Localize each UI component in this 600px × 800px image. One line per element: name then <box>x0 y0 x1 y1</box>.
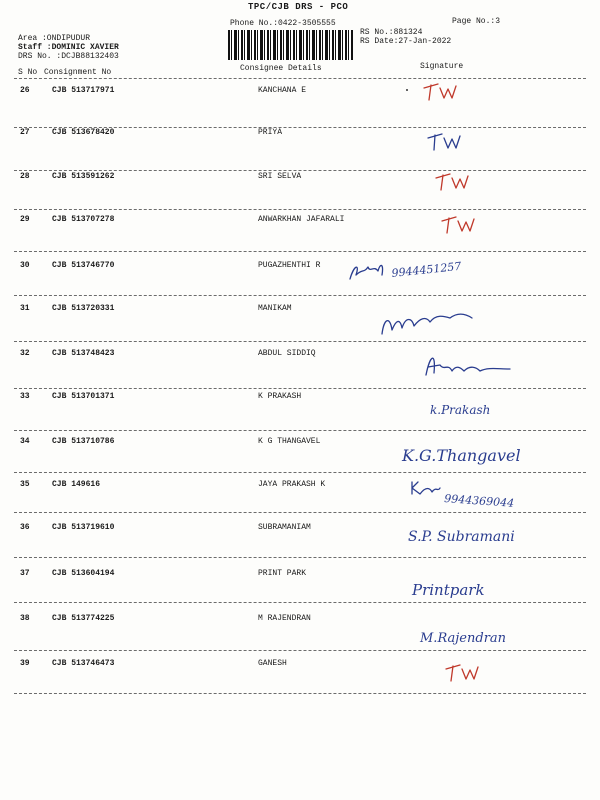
row-consignee: SUBRAMANIAM <box>258 523 311 532</box>
row-consignee: K G THANGAVEL <box>258 437 321 446</box>
signature-mark <box>340 209 590 251</box>
row-sno: 28 <box>20 172 30 181</box>
row-sno: 31 <box>20 304 30 313</box>
row-consignment: CJB 513701371 <box>52 392 115 401</box>
rs-number: RS No.:881324 <box>360 28 423 37</box>
divider <box>14 650 586 651</box>
row-consignee: PRIYA <box>258 128 283 137</box>
row-sno: 29 <box>20 215 30 224</box>
staff-label: Staff :DOMINIC XAVIER <box>18 43 119 52</box>
row-sno: 34 <box>20 437 30 446</box>
column-header-consignment: Consignment No <box>44 68 112 77</box>
signature-mark <box>340 517 590 559</box>
row-consignee: ABDUL SIDDIQ <box>258 349 316 358</box>
signature-mark <box>340 474 590 516</box>
signature-text: Printpark <box>412 581 485 599</box>
divider <box>14 693 586 694</box>
page-number: Page No.:3 <box>452 17 501 26</box>
column-header-sno: S No <box>18 68 38 77</box>
row-sno: 32 <box>20 349 30 358</box>
row-sno: 39 <box>20 659 30 668</box>
row-consignee: K PRAKASH <box>258 392 302 401</box>
divider <box>14 602 586 603</box>
row-consignee: ANWARKHAN JAFARALI <box>258 215 345 224</box>
document-title: TPC/CJB DRS - PCO <box>248 2 349 12</box>
column-header-signature: Signature <box>420 62 464 71</box>
signature-text: M.Rajendran <box>420 631 507 646</box>
row-consignment: CJB 513591262 <box>52 172 115 181</box>
row-consignment: CJB 513748423 <box>52 349 115 358</box>
drs-number: DRS No. :DCJB88132403 <box>18 52 119 61</box>
table-row <box>0 215 600 260</box>
row-consignment: CJB 513717971 <box>52 86 115 95</box>
row-consignee: PRINT PARK <box>258 569 307 578</box>
row-consignment: CJB 149616 <box>52 480 101 489</box>
signature-text: K.G.Thangavel <box>402 446 521 465</box>
row-consignment: CJB 513746770 <box>52 261 115 270</box>
divider <box>14 341 586 342</box>
signature-mark <box>340 122 590 164</box>
row-sno: 26 <box>20 86 30 95</box>
row-consignment: CJB 513710786 <box>52 437 115 446</box>
signature-mark <box>340 386 590 428</box>
row-sno: 27 <box>20 128 30 137</box>
barcode <box>228 30 353 60</box>
signature-phone: 9944369044 <box>443 492 515 510</box>
divider <box>14 472 586 473</box>
row-consignment: CJB 513604194 <box>52 569 115 578</box>
column-header-details: Consignee Details <box>240 64 322 73</box>
signature-mark <box>340 431 590 473</box>
signature-mark <box>340 343 590 385</box>
row-sno: 38 <box>20 614 30 623</box>
row-sno: 37 <box>20 569 30 578</box>
row-consignment: CJB 513774225 <box>52 614 115 623</box>
row-consignee: GANESH <box>258 659 287 668</box>
divider <box>14 557 586 558</box>
divider <box>14 78 586 79</box>
row-consignment: CJB 513678420 <box>52 128 115 137</box>
signature-phone: 9944451257 <box>390 259 462 280</box>
row-consignee: MANIKAM <box>258 304 292 313</box>
divider <box>14 295 586 296</box>
row-sno: 35 <box>20 480 30 489</box>
row-sno: 33 <box>20 392 30 401</box>
row-consignee: KANCHANA E <box>258 86 307 95</box>
row-consignee: SRI SELVA <box>258 172 302 181</box>
table-row <box>0 659 600 704</box>
row-sno: 30 <box>20 261 30 270</box>
signature-mark <box>340 563 590 605</box>
signature-mark <box>340 608 590 650</box>
row-consignee: PUGAZHENTHI R <box>258 261 321 270</box>
phone-number: Phone No.:0422-3505555 <box>230 19 336 28</box>
signature-text: k.Prakash <box>430 403 491 417</box>
divider <box>14 251 586 252</box>
signature-mark <box>340 255 590 297</box>
row-consignment: CJB 513746473 <box>52 659 115 668</box>
row-consignment: CJB 513707278 <box>52 215 115 224</box>
table-row <box>0 523 600 568</box>
row-consignee: M RAJENDRAN <box>258 614 311 623</box>
signature-text: S.P. Subramani <box>408 529 515 545</box>
row-consignee: JAYA PRAKASH K <box>258 480 326 489</box>
signature-mark <box>340 80 590 122</box>
area-label: Area :ONDIPUDUR <box>18 34 91 43</box>
signature-mark <box>340 166 590 208</box>
row-consignment: CJB 513719610 <box>52 523 115 532</box>
rs-date: RS Date:27-Jan-2022 <box>360 37 452 46</box>
divider <box>14 512 586 513</box>
signature-mark <box>340 653 590 695</box>
row-sno: 36 <box>20 523 30 532</box>
signature-mark <box>340 298 590 340</box>
row-consignment: CJB 513720331 <box>52 304 115 313</box>
